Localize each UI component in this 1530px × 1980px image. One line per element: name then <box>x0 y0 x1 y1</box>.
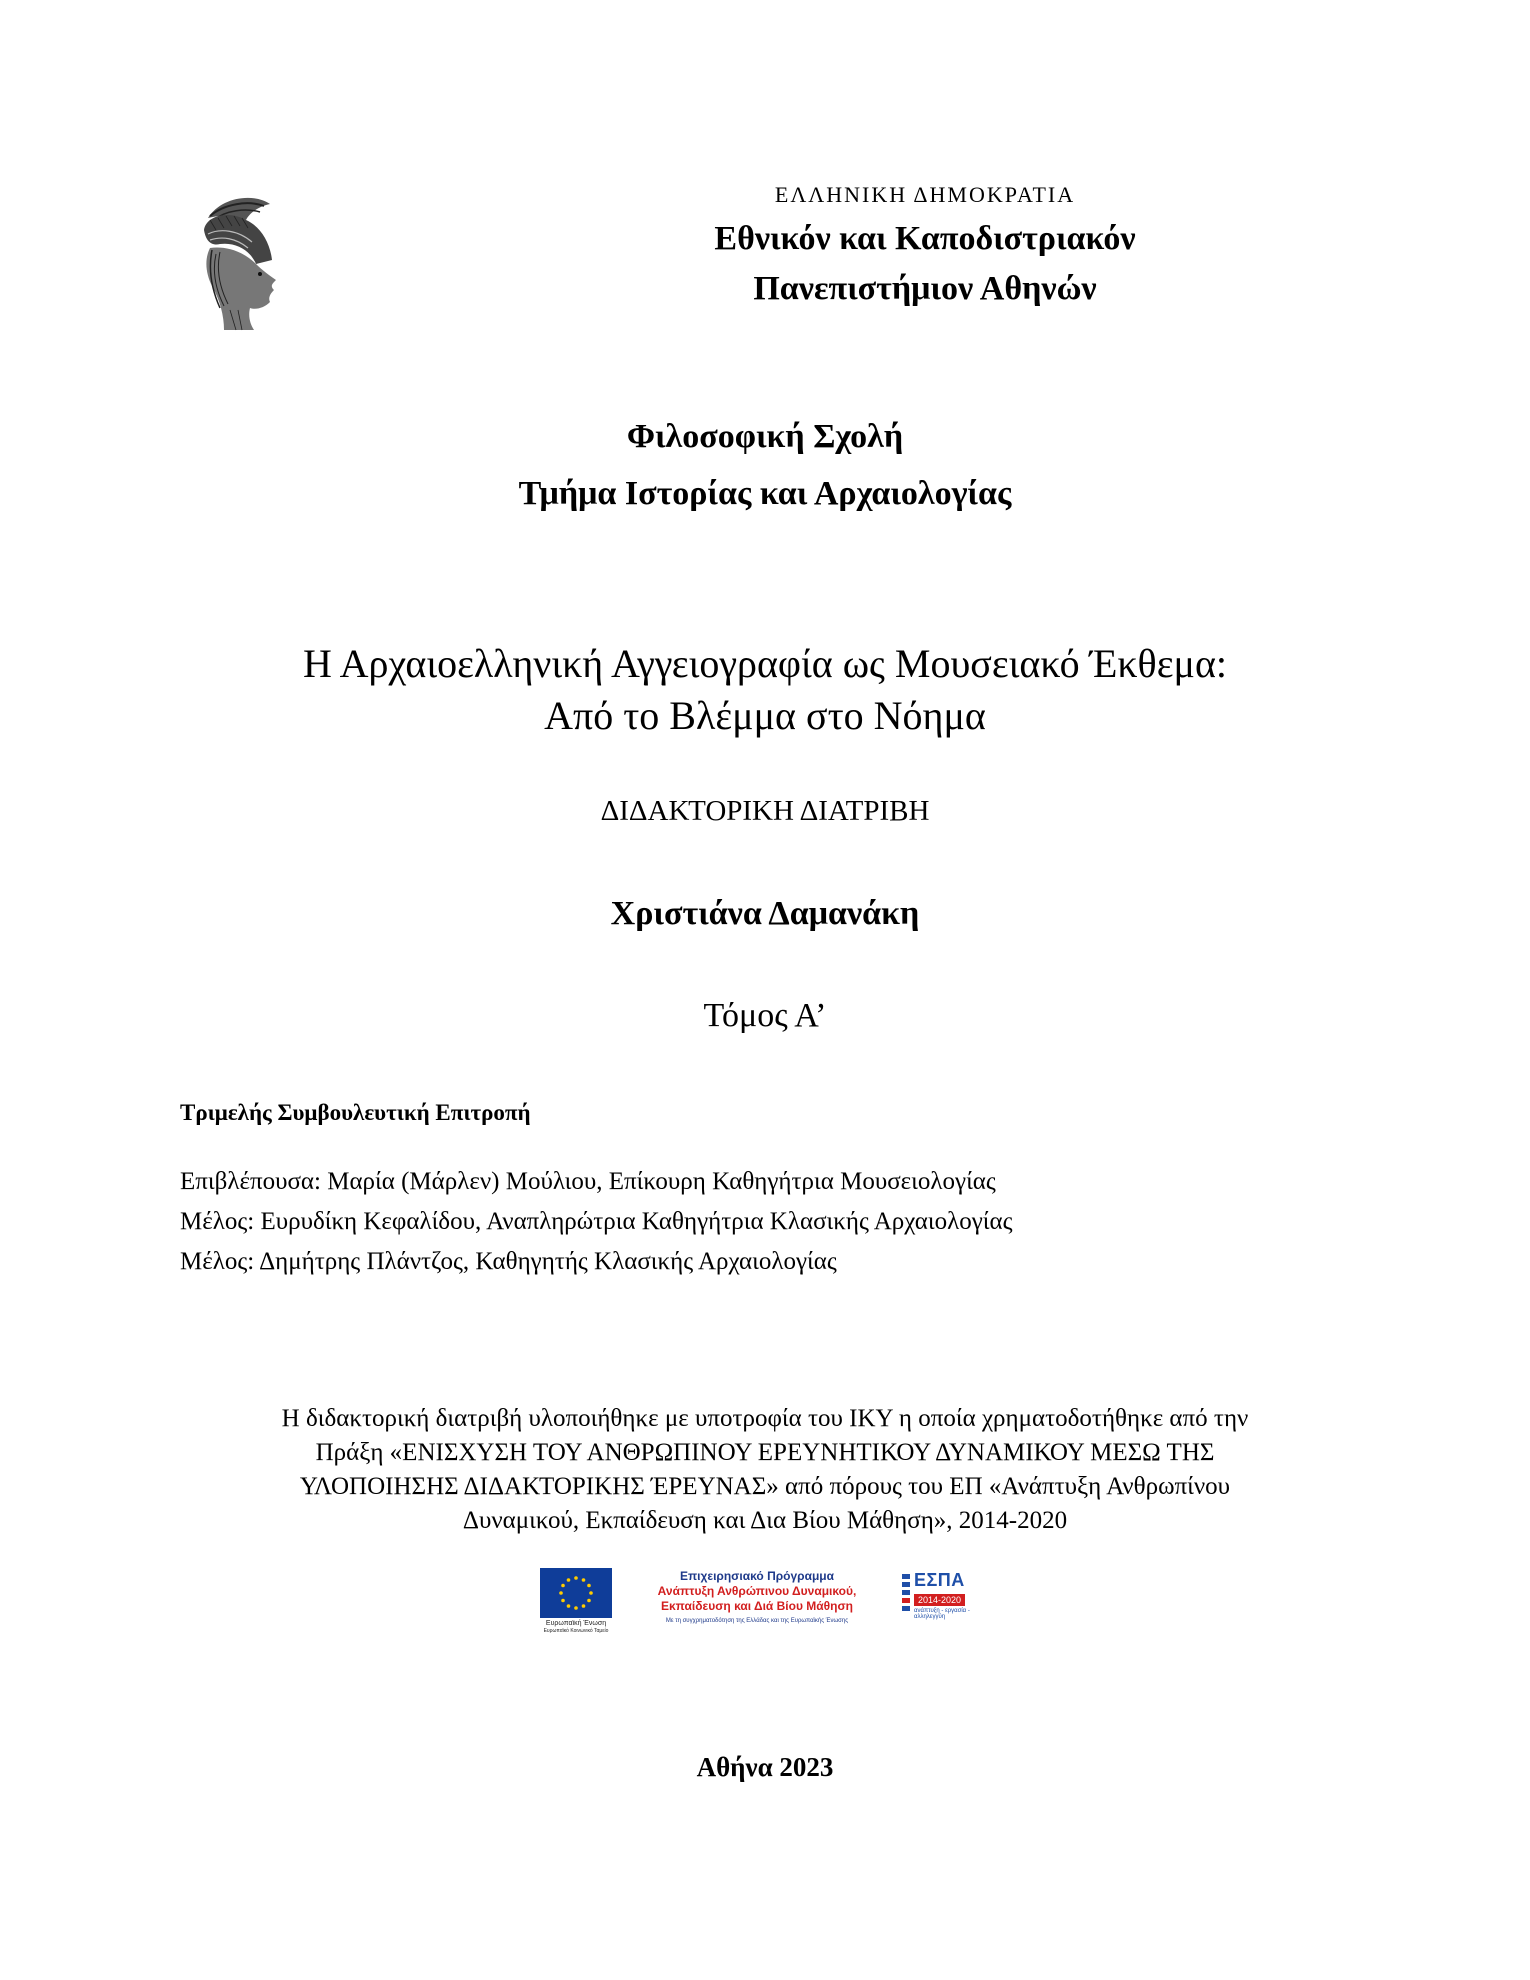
sponsor-logos-strip <box>540 1568 990 1638</box>
eu-star-icon <box>561 1599 565 1603</box>
department-name: Τμήμα Ιστορίας και Αρχαιολογίας <box>518 475 1012 512</box>
athena-head-emblem-icon <box>190 190 300 340</box>
operational-programme-logo <box>632 1568 882 1638</box>
university-name-line2: Πανεπιστήμιον Αθηνών <box>753 270 1097 307</box>
programme-title-line1: Ανάπτυξη Ανθρώπινου Δυναμικού, <box>657 1584 857 1598</box>
author-name: Χριστιάνα Δαμανάκη <box>610 895 920 932</box>
republic-label: ΕΛΛΗΝΙΚΗ ΔΗΜΟΚΡΑΤΙΑ <box>774 182 1076 207</box>
volume-label: Τόμος Α’ <box>703 997 827 1034</box>
espa-tagline: ανάπτυξη - εργασία - αλληλεγγύη <box>914 1608 970 1620</box>
committee-heading: Τριμελής Συμβουλευτική Επιτροπή <box>180 1100 531 1125</box>
eu-caption <box>540 1620 612 1634</box>
eu-flag-icon <box>540 1568 612 1618</box>
eu-star-icon <box>582 1578 586 1582</box>
thesis-title-line2: Από το Βλέμμα στο Νόημα <box>544 693 986 738</box>
committee-member: Επιβλέπουσα: Μαρία (Μάρλεν) Μούλιου, Επίκουρη Καθηγήτρια Μουσειολογίας <box>180 1168 996 1195</box>
eu-star-icon <box>561 1584 565 1588</box>
espa-years: 2014-2020 <box>914 1594 965 1606</box>
eu-logo <box>540 1568 612 1638</box>
eu-caption-line2: Ευρωπαϊκό Κοινωνικό Ταμείο <box>543 1628 609 1634</box>
funding-statement-line: Δυναμικού, Εκπαίδευση και Δια Βίου Μάθηση», 2014-2020 <box>462 1507 1068 1534</box>
eu-star-icon <box>574 1576 578 1580</box>
programme-cofunding-note: Με τη συγχρηματοδότηση της Ελλάδας και της Ευρωπαϊκής Ένωσης <box>665 1618 849 1624</box>
eu-star-icon <box>589 1591 593 1595</box>
committee-member: Μέλος: Δημήτρης Πλάντζος, Καθηγητής Κλασικής Αρχαιολογίας <box>180 1248 837 1275</box>
school-name: Φιλοσοφική Σχολή <box>626 418 904 455</box>
programme-name: Επιχειρησιακό Πρόγραμμα <box>679 1569 835 1583</box>
eu-star-icon <box>574 1606 578 1610</box>
espa-logo <box>902 1570 982 1628</box>
eu-star-icon <box>582 1604 586 1608</box>
eu-star-icon <box>587 1584 591 1588</box>
eu-star-icon <box>567 1578 571 1582</box>
thesis-type: ΔΙΔΑΚΤΟΡΙΚΗ ΔΙΑΤΡΙΒΗ <box>600 795 930 827</box>
eu-star-icon <box>587 1599 591 1603</box>
city-and-year: Αθήνα 2023 <box>696 1752 834 1782</box>
eu-caption-line1: Ευρωπαϊκή Ένωση <box>545 1620 607 1627</box>
espa-name: ΕΣΠΑ <box>914 1570 965 1590</box>
university-name-line1: Εθνικόν και Καποδιστριακόν <box>714 220 1136 257</box>
eu-star-icon <box>559 1591 563 1595</box>
programme-title-line2: Εκπαίδευση και Διά Βίου Μάθηση <box>660 1599 854 1613</box>
funding-statement-line: Η διδακτορική διατριβή υλοποιήθηκε με υποτροφία του ΙΚΥ η οποία χρηματοδοτήθηκε από την <box>281 1405 1249 1432</box>
thesis-title-line1: Η Αρχαιοελληνική Αγγειογραφία ως Μουσειακό Έκθεμα: <box>302 641 1228 686</box>
espa-flag-bars-icon <box>902 1574 910 1618</box>
funding-statement-line: ΥΛΟΠΟΙΗΣΗΣ ΔΙΔΑΚΤΟΡΙΚΗΣ ΈΡΕΥΝΑΣ» από πόρους του ΕΠ «Ανάπτυξη Ανθρωπίνου <box>299 1473 1231 1500</box>
funding-statement-line: Πράξη «ΕΝΙΣΧΥΣΗ ΤΟΥ ΑΝΘΡΩΠΙΝΟΥ ΕΡΕΥΝΗΤΙΚΟΥ ΔΥΝΑΜΙΚΟΥ ΜΕΣΩ ΤΗΣ <box>315 1439 1215 1466</box>
committee-member: Μέλος: Ευρυδίκη Κεφαλίδου, Αναπληρώτρια Καθηγήτρια Κλασικής Αρχαιολογίας <box>180 1208 1013 1235</box>
eu-star-icon <box>567 1604 571 1608</box>
